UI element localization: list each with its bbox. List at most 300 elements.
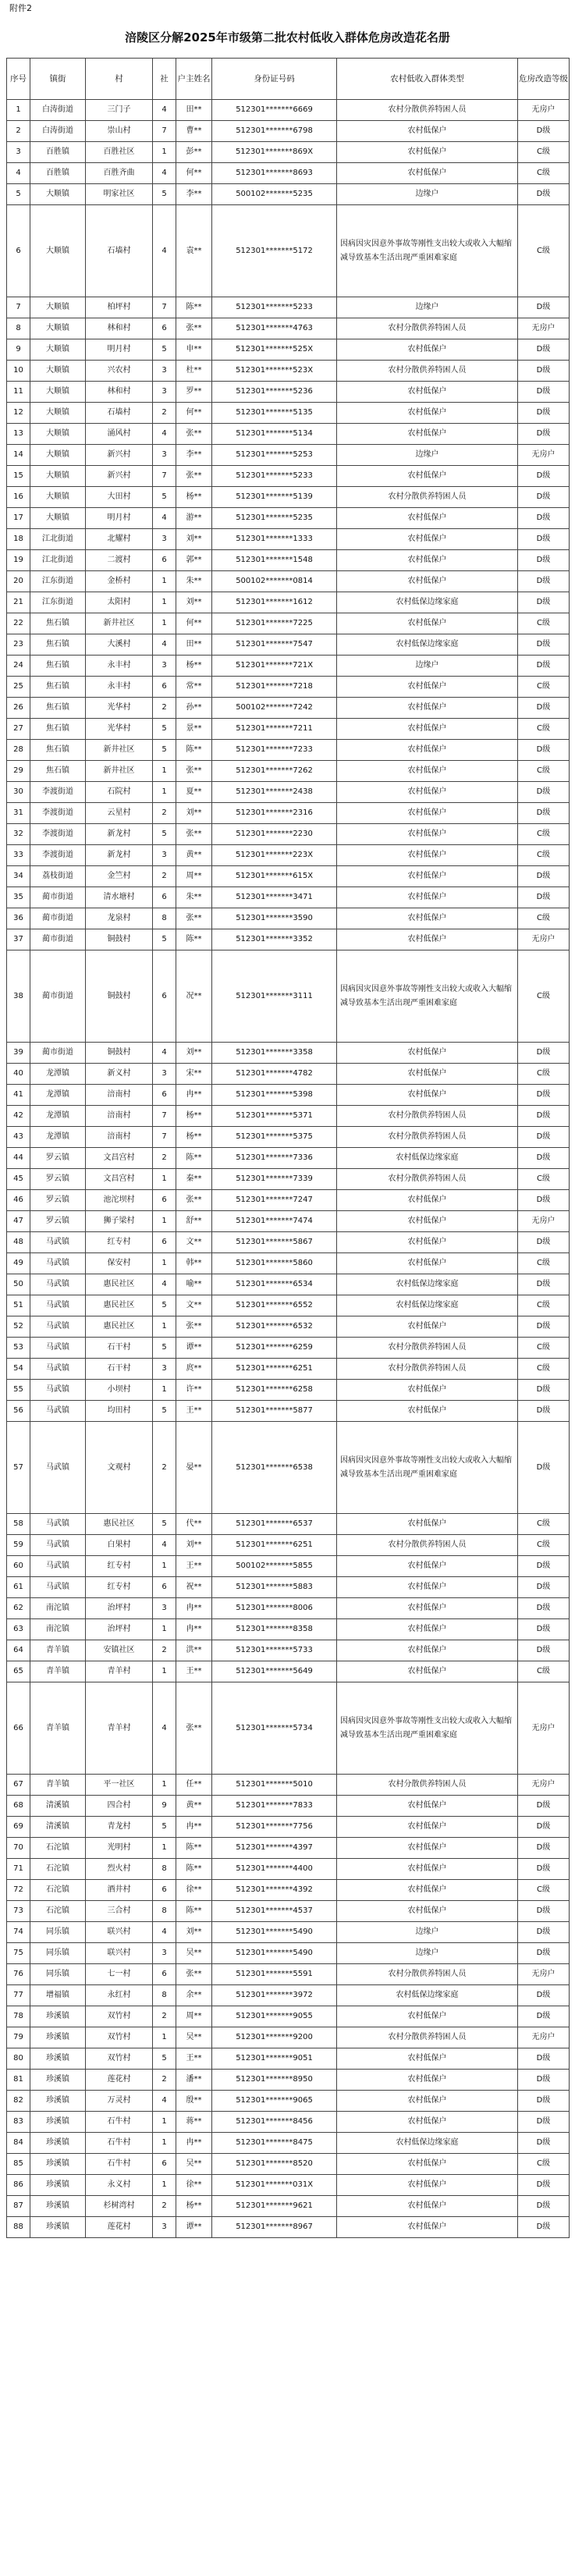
grade-cell: C级: [518, 719, 570, 740]
town-cell: 焦石镇: [30, 698, 86, 719]
householder-cell: 冉**: [176, 1817, 212, 1838]
type-cell: 农村低保户: [337, 1859, 518, 1880]
id-number-cell: 512301*******9621: [212, 2196, 337, 2217]
id-number-cell: 512301*******5172: [212, 205, 337, 297]
table-row: [7, 529, 570, 550]
village-cell: 石墙村: [86, 205, 153, 297]
village-cell: 新井社区: [86, 613, 153, 634]
householder-cell: 王**: [176, 2048, 212, 2070]
id-number-cell: 512301*******5235: [212, 508, 337, 529]
table-row: [7, 571, 570, 592]
type-cell: 农村低保户: [337, 1838, 518, 1859]
village-cell: 石干村: [86, 1338, 153, 1359]
town-cell: 清溪镇: [30, 1796, 86, 1817]
grade-cell: D级: [518, 508, 570, 529]
table-row: [7, 2048, 570, 2070]
id-number-cell: 512301*******6538: [212, 1422, 337, 1514]
row-number: 5: [7, 184, 30, 205]
householder-cell: 任**: [176, 1775, 212, 1796]
row-number: 70: [7, 1838, 30, 1859]
village-cell: 联兴村: [86, 1943, 153, 1964]
householder-cell: 王**: [176, 1556, 212, 1577]
village-cell: 明家社区: [86, 184, 153, 205]
town-cell: 大顺镇: [30, 508, 86, 529]
grade-cell: C级: [518, 163, 570, 184]
id-number-cell: 512301*******8456: [212, 2112, 337, 2133]
id-number-cell: 512301*******7247: [212, 1190, 337, 1211]
town-cell: 龙潭镇: [30, 1106, 86, 1127]
town-cell: 珍溪镇: [30, 2070, 86, 2091]
group-cell: 8: [153, 1901, 176, 1922]
group-cell: 2: [153, 1640, 176, 1661]
table-row: [7, 656, 570, 677]
village-cell: 林和村: [86, 382, 153, 403]
table-row: [7, 719, 570, 740]
id-number-cell: 512301*******4782: [212, 1064, 337, 1085]
type-cell: 农村低保户: [337, 403, 518, 424]
row-number: 46: [7, 1190, 30, 1211]
householder-cell: 周**: [176, 866, 212, 887]
householder-cell: 何**: [176, 403, 212, 424]
row-number: 62: [7, 1598, 30, 1619]
town-cell: 珍溪镇: [30, 2091, 86, 2112]
type-cell: 农村低保户: [337, 677, 518, 698]
table-row: [7, 1964, 570, 1985]
grade-cell: 无房户: [518, 929, 570, 950]
id-number-cell: 512301*******5649: [212, 1661, 337, 1682]
householder-cell: 田**: [176, 100, 212, 121]
grade-cell: D级: [518, 382, 570, 403]
row-number: 16: [7, 487, 30, 508]
town-cell: 珍溪镇: [30, 2112, 86, 2133]
grade-cell: C级: [518, 1359, 570, 1380]
type-cell: 农村低保户: [337, 1817, 518, 1838]
group-cell: 5: [153, 929, 176, 950]
group-cell: 6: [153, 2154, 176, 2175]
group-cell: 2: [153, 1148, 176, 1169]
village-cell: 光华村: [86, 719, 153, 740]
row-number: 6: [7, 205, 30, 297]
row-number: 28: [7, 740, 30, 761]
type-cell: 农村低保户: [337, 1640, 518, 1661]
village-cell: 莲花村: [86, 2070, 153, 2091]
town-cell: 龙潭镇: [30, 1085, 86, 1106]
householder-cell: 刘**: [176, 592, 212, 613]
type-cell: 农村低保户: [337, 908, 518, 929]
grade-cell: D级: [518, 121, 570, 142]
type-cell: 农村低保户: [337, 866, 518, 887]
table-row: [7, 2006, 570, 2027]
grade-cell: D级: [518, 466, 570, 487]
type-cell: 农村低保户: [337, 1901, 518, 1922]
village-cell: 大田村: [86, 487, 153, 508]
id-number-cell: 512301*******8693: [212, 163, 337, 184]
group-cell: 2: [153, 403, 176, 424]
column-header: 序号: [7, 59, 30, 100]
town-cell: 大顺镇: [30, 403, 86, 424]
group-cell: 6: [153, 1880, 176, 1901]
grade-cell: D级: [518, 529, 570, 550]
householder-cell: 代**: [176, 1514, 212, 1535]
town-cell: 大顺镇: [30, 382, 86, 403]
village-cell: 狮子梁村: [86, 1211, 153, 1232]
row-number: 18: [7, 529, 30, 550]
type-cell: 农村低保户: [337, 2175, 518, 2196]
village-cell: 大溪村: [86, 634, 153, 656]
type-cell: 农村低保户: [337, 1380, 518, 1401]
town-cell: 珍溪镇: [30, 2217, 86, 2238]
id-number-cell: 512301*******3590: [212, 908, 337, 929]
town-cell: 大顺镇: [30, 318, 86, 339]
id-number-cell: 512301*******3352: [212, 929, 337, 950]
row-number: 43: [7, 1127, 30, 1148]
village-cell: 北耀村: [86, 529, 153, 550]
table-row: [7, 908, 570, 929]
column-header: 村: [86, 59, 153, 100]
table-row: [7, 1619, 570, 1640]
row-number: 79: [7, 2027, 30, 2048]
type-cell: 农村低保户: [337, 2196, 518, 2217]
grade-cell: D级: [518, 803, 570, 824]
town-cell: 江东街道: [30, 592, 86, 613]
grade-cell: D级: [518, 1985, 570, 2006]
table-row: [7, 2133, 570, 2154]
village-cell: 明月村: [86, 339, 153, 361]
group-cell: 8: [153, 1985, 176, 2006]
id-number-cell: 512301*******5371: [212, 1106, 337, 1127]
id-number-cell: 512301*******5883: [212, 1577, 337, 1598]
table-row: [7, 2175, 570, 2196]
row-number: 77: [7, 1985, 30, 2006]
row-number: 30: [7, 782, 30, 803]
householder-cell: 张**: [176, 424, 212, 445]
column-header: 镇街: [30, 59, 86, 100]
grade-cell: D级: [518, 1316, 570, 1338]
village-cell: 均田村: [86, 1401, 153, 1422]
row-number: 40: [7, 1064, 30, 1085]
grade-cell: D级: [518, 1148, 570, 1169]
village-cell: 二渡村: [86, 550, 153, 571]
table-row: [7, 1169, 570, 1190]
group-cell: 1: [153, 571, 176, 592]
village-cell: 太阳村: [86, 592, 153, 613]
id-number-cell: 512301*******5398: [212, 1085, 337, 1106]
grade-cell: D级: [518, 2196, 570, 2217]
id-number-cell: 512301*******3111: [212, 950, 337, 1043]
town-cell: 蔺市街道: [30, 887, 86, 908]
row-number: 56: [7, 1401, 30, 1422]
householder-cell: 冉**: [176, 2133, 212, 2154]
householder-cell: 喻**: [176, 1274, 212, 1295]
group-cell: 6: [153, 887, 176, 908]
town-cell: 龙潭镇: [30, 1064, 86, 1085]
village-cell: 石牛村: [86, 2133, 153, 2154]
group-cell: 2: [153, 698, 176, 719]
group-cell: 3: [153, 656, 176, 677]
row-number: 73: [7, 1901, 30, 1922]
town-cell: 同乐镇: [30, 1964, 86, 1985]
id-number-cell: 512301*******9051: [212, 2048, 337, 2070]
village-cell: 四合村: [86, 1796, 153, 1817]
type-cell: 农村低保边缘家庭: [337, 592, 518, 613]
town-cell: 荔枝街道: [30, 866, 86, 887]
group-cell: 6: [153, 1085, 176, 1106]
village-cell: 新兴村: [86, 466, 153, 487]
group-cell: 6: [153, 1190, 176, 1211]
table-row: [7, 2070, 570, 2091]
row-number: 86: [7, 2175, 30, 2196]
group-cell: 1: [153, 613, 176, 634]
table-row: [7, 845, 570, 866]
village-cell: 新龙村: [86, 824, 153, 845]
householder-cell: 文**: [176, 1295, 212, 1316]
householder-cell: 文**: [176, 1232, 212, 1253]
row-number: 3: [7, 142, 30, 163]
group-cell: 4: [153, 1043, 176, 1064]
grade-cell: C级: [518, 677, 570, 698]
table-row: [7, 1253, 570, 1274]
group-cell: 7: [153, 121, 176, 142]
grade-cell: D级: [518, 656, 570, 677]
village-cell: 清水塘村: [86, 887, 153, 908]
id-number-cell: 512301*******9200: [212, 2027, 337, 2048]
row-number: 84: [7, 2133, 30, 2154]
grade-cell: C级: [518, 845, 570, 866]
householder-cell: 晏**: [176, 1422, 212, 1514]
table-row: [7, 634, 570, 656]
group-cell: 5: [153, 1295, 176, 1316]
row-number: 10: [7, 361, 30, 382]
id-number-cell: 512301*******5253: [212, 445, 337, 466]
householder-cell: 陈**: [176, 1901, 212, 1922]
table-row: [7, 740, 570, 761]
village-cell: 云星村: [86, 803, 153, 824]
id-number-cell: 512301*******8950: [212, 2070, 337, 2091]
row-number: 12: [7, 403, 30, 424]
id-number-cell: 512301*******5877: [212, 1401, 337, 1422]
id-number-cell: 512301*******4763: [212, 318, 337, 339]
householder-cell: 谭**: [176, 1338, 212, 1359]
village-cell: 永丰村: [86, 677, 153, 698]
householder-cell: 韩**: [176, 1253, 212, 1274]
column-header: 身份证号码: [212, 59, 337, 100]
type-cell: 农村低保户: [337, 382, 518, 403]
village-cell: 治坪村: [86, 1598, 153, 1619]
row-number: 7: [7, 297, 30, 318]
town-cell: 珍溪镇: [30, 2175, 86, 2196]
id-number-cell: 512301*******8520: [212, 2154, 337, 2175]
village-cell: 惠民社区: [86, 1295, 153, 1316]
row-number: 44: [7, 1148, 30, 1169]
table-row: [7, 339, 570, 361]
householder-cell: 冉**: [176, 1619, 212, 1640]
type-cell: 因病因灾因意外事故等刚性支出较大或收入大幅缩减导致基本生活出现严重困难家庭: [337, 205, 518, 297]
village-cell: 红专村: [86, 1577, 153, 1598]
town-cell: 珍溪镇: [30, 2154, 86, 2175]
group-cell: 3: [153, 1943, 176, 1964]
group-cell: 1: [153, 1556, 176, 1577]
village-cell: 铜鼓村: [86, 1043, 153, 1064]
id-number-cell: 512301*******7262: [212, 761, 337, 782]
town-cell: 石沱镇: [30, 1838, 86, 1859]
group-cell: 4: [153, 508, 176, 529]
householder-cell: 杜**: [176, 361, 212, 382]
row-number: 35: [7, 887, 30, 908]
grade-cell: D级: [518, 571, 570, 592]
group-cell: 4: [153, 1535, 176, 1556]
table-row: [7, 1922, 570, 1943]
grade-cell: D级: [518, 339, 570, 361]
table-row: [7, 100, 570, 121]
table-row: [7, 1817, 570, 1838]
type-cell: 农村低保边缘家庭: [337, 1274, 518, 1295]
group-cell: 4: [153, 1682, 176, 1775]
group-cell: 1: [153, 1169, 176, 1190]
type-cell: 农村低保户: [337, 424, 518, 445]
type-cell: 农村低保户: [337, 1401, 518, 1422]
table-row: [7, 592, 570, 613]
type-cell: 农村低保户: [337, 1190, 518, 1211]
table-row: [7, 1106, 570, 1127]
householder-cell: 周**: [176, 2006, 212, 2027]
householder-cell: 夏**: [176, 782, 212, 803]
group-cell: 2: [153, 2070, 176, 2091]
grade-cell: D级: [518, 1838, 570, 1859]
group-cell: 1: [153, 2175, 176, 2196]
type-cell: 农村低保户: [337, 698, 518, 719]
group-cell: 3: [153, 529, 176, 550]
id-number-cell: 512301*******6537: [212, 1514, 337, 1535]
type-cell: 边缘户: [337, 445, 518, 466]
group-cell: 4: [153, 634, 176, 656]
grade-cell: D级: [518, 1422, 570, 1514]
village-cell: 惠民社区: [86, 1514, 153, 1535]
village-cell: 涪南村: [86, 1106, 153, 1127]
village-cell: 青羊村: [86, 1661, 153, 1682]
group-cell: 4: [153, 1922, 176, 1943]
group-cell: 1: [153, 142, 176, 163]
type-cell: 农村低保户: [337, 1556, 518, 1577]
group-cell: 4: [153, 163, 176, 184]
grade-cell: D级: [518, 887, 570, 908]
type-cell: 农村低保户: [337, 1577, 518, 1598]
type-cell: 农村低保户: [337, 1232, 518, 1253]
village-cell: 七一村: [86, 1964, 153, 1985]
grade-cell: D级: [518, 297, 570, 318]
town-cell: 李渡街道: [30, 845, 86, 866]
town-cell: 南沱镇: [30, 1598, 86, 1619]
type-cell: 农村低保户: [337, 782, 518, 803]
grade-cell: C级: [518, 824, 570, 845]
type-cell: 农村低保户: [337, 929, 518, 950]
village-cell: 新兴村: [86, 445, 153, 466]
id-number-cell: 512301*******6534: [212, 1274, 337, 1295]
type-cell: 农村低保户: [337, 887, 518, 908]
group-cell: 4: [153, 100, 176, 121]
id-number-cell: 512301*******7339: [212, 1169, 337, 1190]
id-number-cell: 512301*******5233: [212, 466, 337, 487]
householder-cell: 常**: [176, 677, 212, 698]
village-cell: 涪南村: [86, 1085, 153, 1106]
row-number: 25: [7, 677, 30, 698]
town-cell: 马武镇: [30, 1401, 86, 1422]
town-cell: 珍溪镇: [30, 2133, 86, 2154]
type-cell: 农村低保户: [337, 550, 518, 571]
village-cell: 万灵村: [86, 2091, 153, 2112]
householder-cell: 何**: [176, 613, 212, 634]
id-number-cell: 512301*******5233: [212, 297, 337, 318]
row-number: 54: [7, 1359, 30, 1380]
row-number: 19: [7, 550, 30, 571]
town-cell: 焦石镇: [30, 656, 86, 677]
grade-cell: D级: [518, 1085, 570, 1106]
group-cell: 5: [153, 719, 176, 740]
id-number-cell: 512301*******3358: [212, 1043, 337, 1064]
village-cell: 百胜社区: [86, 142, 153, 163]
type-cell: 农村分散供养特困人员: [337, 1106, 518, 1127]
id-number-cell: 512301*******5591: [212, 1964, 337, 1985]
table-row: [7, 2027, 570, 2048]
row-number: 52: [7, 1316, 30, 1338]
village-cell: 金竺村: [86, 866, 153, 887]
village-cell: 柏坪村: [86, 297, 153, 318]
row-number: 87: [7, 2196, 30, 2217]
householder-cell: 彭**: [176, 142, 212, 163]
grade-cell: C级: [518, 950, 570, 1043]
group-cell: 6: [153, 318, 176, 339]
householder-cell: 张**: [176, 908, 212, 929]
type-cell: 农村低保户: [337, 803, 518, 824]
group-cell: 1: [153, 2027, 176, 2048]
householder-cell: 杨**: [176, 656, 212, 677]
householder-cell: 许**: [176, 1380, 212, 1401]
grade-cell: C级: [518, 1338, 570, 1359]
group-cell: 1: [153, 1316, 176, 1338]
table-row: [7, 1514, 570, 1535]
grade-cell: C级: [518, 908, 570, 929]
table-row: [7, 1295, 570, 1316]
id-number-cell: 512301*******5490: [212, 1922, 337, 1943]
row-number: 14: [7, 445, 30, 466]
id-number-cell: 512301*******5375: [212, 1127, 337, 1148]
table-row: [7, 1064, 570, 1085]
town-cell: 同乐镇: [30, 1943, 86, 1964]
row-number: 2: [7, 121, 30, 142]
type-cell: 农村低保户: [337, 508, 518, 529]
householder-cell: 徐**: [176, 1880, 212, 1901]
grade-cell: D级: [518, 782, 570, 803]
town-cell: 江东街道: [30, 571, 86, 592]
village-cell: 青羊村: [86, 1682, 153, 1775]
row-number: 17: [7, 508, 30, 529]
grade-cell: C级: [518, 761, 570, 782]
grade-cell: C级: [518, 1514, 570, 1535]
type-cell: 农村分散供养特困人员: [337, 1338, 518, 1359]
town-cell: 马武镇: [30, 1514, 86, 1535]
householder-cell: 曹**: [176, 121, 212, 142]
type-cell: 农村低保户: [337, 339, 518, 361]
id-number-cell: 512301*******2438: [212, 782, 337, 803]
grade-cell: D级: [518, 1943, 570, 1964]
town-cell: 马武镇: [30, 1232, 86, 1253]
row-number: 39: [7, 1043, 30, 1064]
village-cell: 安镇社区: [86, 1640, 153, 1661]
grade-cell: D级: [518, 1274, 570, 1295]
table-row: [7, 1682, 570, 1775]
householder-cell: 张**: [176, 466, 212, 487]
grade-cell: D级: [518, 1190, 570, 1211]
table-row: [7, 803, 570, 824]
